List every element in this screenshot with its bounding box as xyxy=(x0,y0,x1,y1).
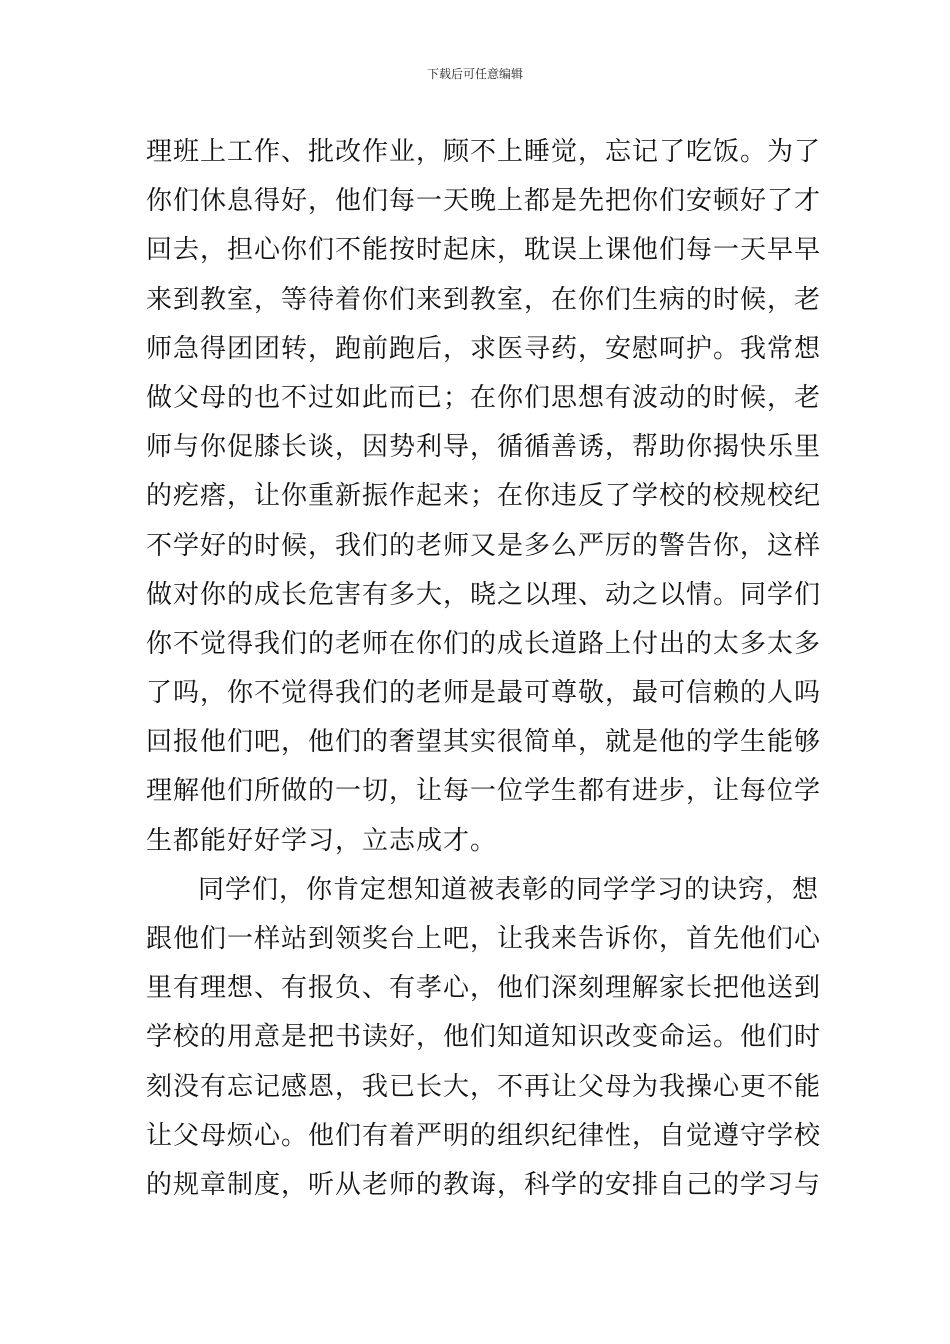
text-line: 的疙瘩，让你重新振作起来；在你违反了学校的校规校纪 xyxy=(146,481,822,512)
text-line: 里有理想、有报负、有孝心，他们深刻理解家长把他送到 xyxy=(146,973,822,1004)
page-header: 下载后可任意编辑 xyxy=(426,67,523,81)
text-line: 理解他们所做的一切，让每一位学生都有进步，让每位学 xyxy=(146,776,822,807)
text-line: 了吗，你不觉得我们的老师是最可尊敬，最可信赖的人吗 xyxy=(146,678,822,709)
text-line: 来到教室，等待着你们来到教室，在你们生病的时候，老 xyxy=(146,284,822,315)
text-line: 回报他们吧，他们的奢望其实很简单，就是他的学生能够 xyxy=(146,727,822,758)
text-line: 理班上工作、批改作业，顾不上睡觉，忘记了吃饭。为了 xyxy=(146,137,822,167)
text-line-paragraph-end: 生都能好好学习，立志成才。 xyxy=(146,825,498,856)
text-line-paragraph-start: 同学们，你肯定想知道被表彰的同学学习的诀窍，想 xyxy=(198,874,820,905)
text-line: 不学好的时候，我们的老师又是多么严厉的警告你，这样 xyxy=(146,530,822,561)
text-line: 你们休息得好，他们每一天晚上都是先把你们安顿好了才 xyxy=(146,186,822,217)
text-line: 做父母的也不过如此而已；在你们思想有波动的时候，老 xyxy=(146,382,822,413)
text-line: 的规章制度，听从老师的教诲，科学的安排自己的学习与 xyxy=(146,1169,822,1200)
document-body xyxy=(146,128,822,1210)
text-line: 跟他们一样站到领奖台上吧，让我来告诉你，首先他们心 xyxy=(146,924,822,954)
text-line: 师与你促膝长谈，因势利导，循循善诱，帮助你揭快乐里 xyxy=(146,432,822,463)
text-line: 刻没有忘记感恩，我已长大，不再让父母为我操心更不能 xyxy=(146,1071,822,1102)
text-line: 做对你的成长危害有多大，晓之以理、动之以情。同学们 xyxy=(146,579,822,610)
text-line: 师急得团团转，跑前跑后，求医寻药，安慰呵护。我常想 xyxy=(146,333,822,364)
text-line: 你不觉得我们的老师在你们的成长道路上付出的太多太多 xyxy=(146,628,822,659)
text-line: 学校的用意是把书读好，他们知道知识改变命运。他们时 xyxy=(146,1022,822,1053)
text-line: 回去，担心你们不能按时起床，耽误上课他们每一天早早 xyxy=(146,235,822,266)
text-line: 让父母烦心。他们有着严明的组织纪律性，自觉遵守学校 xyxy=(146,1120,822,1151)
